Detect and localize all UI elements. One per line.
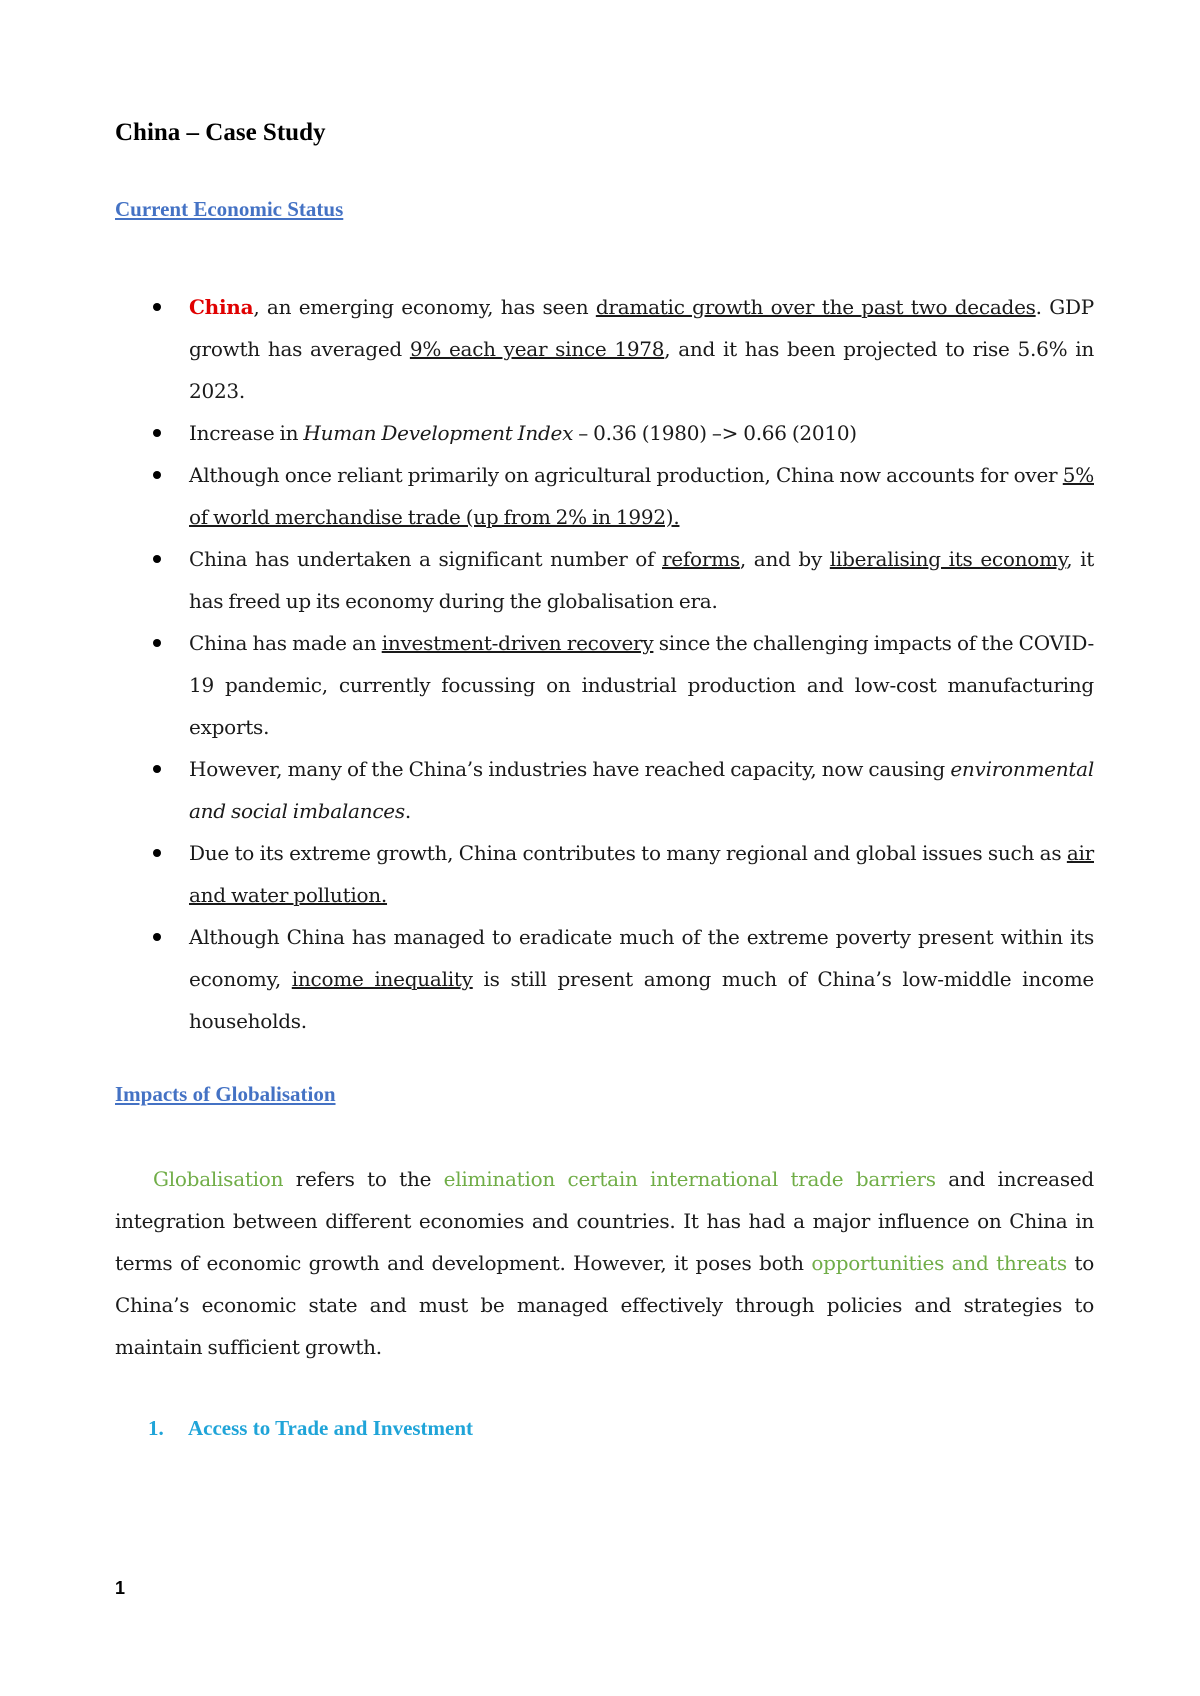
bullet-item <box>115 454 1094 538</box>
paragraph-text: refers to the <box>283 1167 444 1191</box>
section-heading-impacts-of-globalisation: Impacts of Globalisation <box>115 1082 336 1106</box>
underlined-text: reforms <box>662 547 740 571</box>
italic-text: environmental and social imbalances <box>189 757 1094 823</box>
bullet-text: , and by <box>739 547 830 571</box>
bullet-icon <box>153 303 161 311</box>
bullet-icon <box>153 639 161 647</box>
paragraph-text: and increased integration between different economies and countries. It has had a major influence on China in terms of economic growth and development. However, it poses both <box>115 1167 1094 1275</box>
bullet-item <box>115 412 1094 454</box>
underlined-text: dramatic growth over the past two decades <box>595 295 1036 319</box>
bullet-text: China has undertaken a significant number of <box>189 547 662 571</box>
bullet-icon <box>153 555 161 563</box>
page-number: 1 <box>115 1578 126 1598</box>
italic-text: Human Development Index <box>303 421 574 445</box>
document-title: China – Case Study <box>115 119 326 146</box>
bullet-text: China has made an <box>189 631 382 655</box>
economic-status-bullet-list <box>115 286 1094 1042</box>
bullet-text: . <box>404 799 411 823</box>
bullet-text: is still present among much of China’s low-middle income households. <box>189 967 1095 1033</box>
bullet-icon <box>153 429 161 437</box>
numbered-heading-access-to-trade <box>148 1412 473 1444</box>
bullet-item <box>115 622 1094 748</box>
bullet-item <box>115 286 1094 412</box>
bullet-text: . GDP growth has averaged <box>189 295 1094 361</box>
underlined-text: 9% each year since 1978 <box>409 337 665 361</box>
bullet-item <box>115 916 1094 1042</box>
heading-text: Access to Trade and Investment <box>188 1416 474 1440</box>
bullet-item <box>115 832 1094 916</box>
underlined-text: investment-driven recovery <box>381 631 654 655</box>
bullet-text: However, many of the China’s industries have reached capacity, now causing <box>189 757 951 781</box>
underlined-text: air and water pollution. <box>189 841 1094 907</box>
paragraph-text: to China’s economic state and must be managed effectively through policies and strategies to maintain sufficient growth. <box>115 1251 1094 1359</box>
bullet-text: Although China has managed to eradicate much of the extreme poverty present within its economy, <box>189 925 1094 991</box>
bullet-text: , and it has been projected to rise 5.6% in 2023. <box>189 337 1094 403</box>
bullet-icon <box>153 765 161 773</box>
bullet-text: – 0.36 (1980) –> 0.66 (2010) <box>573 421 857 445</box>
bullet-text: , an emerging economy, has seen <box>253 295 596 319</box>
highlight-china: China <box>189 295 254 319</box>
bullet-text: Increase in <box>189 421 304 445</box>
bullet-text: , it has freed up its economy during the globalisation era. <box>189 547 1095 613</box>
key-term: opportunities and threats <box>811 1251 1067 1275</box>
globalisation-paragraph <box>115 1158 1094 1368</box>
bullet-text: since the challenging impacts of the COVID-19 pandemic, currently focussing on industrial production and low-cost manufacturing exports. <box>189 631 1094 739</box>
underlined-text: 5% of world merchandise trade (up from 2% in 1992). <box>189 463 1094 529</box>
section-heading-current-economic-status: Current Economic Status <box>115 197 344 221</box>
underlined-text: income inequality <box>291 967 473 991</box>
page-content <box>115 112 1095 1440</box>
key-term: elimination certain international trade barriers <box>443 1167 936 1191</box>
bullet-icon <box>153 471 161 479</box>
bullet-item <box>115 748 1094 832</box>
heading-number: 1. <box>148 1416 164 1440</box>
underlined-text: liberalising its economy <box>829 547 1067 571</box>
bullet-icon <box>153 849 161 857</box>
bullet-item <box>115 538 1094 622</box>
bullet-text: Due to its extreme growth, China contributes to many regional and global issues such as <box>189 841 1067 865</box>
bullet-icon <box>153 933 161 941</box>
key-term: Globalisation <box>153 1167 284 1191</box>
bullet-text: Although once reliant primarily on agricultural production, China now accounts for over <box>189 463 1063 487</box>
